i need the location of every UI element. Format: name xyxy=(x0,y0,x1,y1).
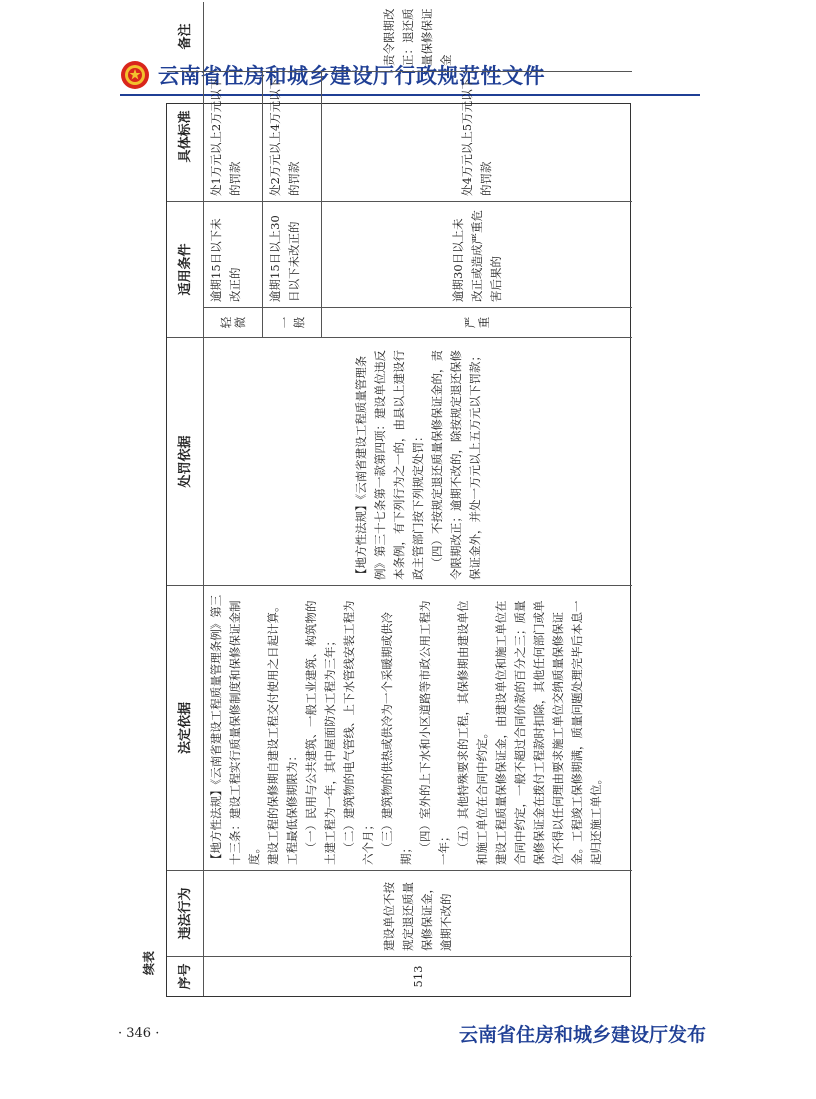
col-header-standard: 具体标准 xyxy=(167,71,204,201)
row-penalty-basis xyxy=(204,337,632,585)
level-severe: 严重 xyxy=(322,307,632,337)
col-header-remark: 备注 xyxy=(167,2,204,71)
row-legal-basis xyxy=(204,585,632,870)
col-header-conditions: 适用条件 xyxy=(167,201,204,337)
legal-basis-para: （三）建筑物的供热或供冷为一个采暖期或供冷期； xyxy=(380,612,413,865)
col-header-seq: 序号 xyxy=(167,956,204,996)
publisher: 云南省住房和城乡建设厅发布 xyxy=(458,1024,706,1046)
legal-basis-para: 建设工程的保修期自建设工程交付使用之日起计算。 xyxy=(266,600,280,865)
continued-label: 续表 xyxy=(142,950,156,975)
col-header-act: 违法行为 xyxy=(167,870,204,956)
national-emblem-icon xyxy=(120,60,150,90)
row-seq: 513 xyxy=(204,956,632,996)
col-header-penalty-basis: 处罚依据 xyxy=(167,337,204,585)
continued-label-wrap xyxy=(140,945,158,975)
condition-general: 逾期15日以上30日以下未改正的 xyxy=(263,201,322,307)
legal-basis-para: （二）建筑物的电气管线、上下水管线安装工程为六个月； xyxy=(342,600,375,865)
legal-basis-para: （五）其他特殊要求的工程，其保修期由建设单位和施工单位在合同中约定。 xyxy=(456,600,489,865)
standard-general: 处2万元以上4万元以下的罚款 xyxy=(263,71,322,201)
penalty-basis-para: 【地方性法规】《云南省建设工程质量管理条例》第三十七条第一款第四项：建设单位违反本条例，有下列行为之一的，由县以上建设行政主管部门按下列规定处罚： xyxy=(353,350,425,580)
row-remark xyxy=(204,2,632,71)
legal-basis-para: 工程最低保修期限为： xyxy=(285,750,299,865)
row-violation-text: 建设单位不按规定退还质量保修保证金，逾期不改的 xyxy=(382,882,453,951)
standard-minor: 处1万元以上2万元以下的罚款 xyxy=(204,71,263,201)
level-minor: 轻微 xyxy=(204,307,263,337)
col-header-legal-basis: 法定依据 xyxy=(167,585,204,870)
row-remark-text: 责令限期改正：退还质量保修保证金 xyxy=(382,8,453,66)
standard-severe-text: 处4万元以上5万元以下的罚款 xyxy=(460,77,493,196)
legal-basis-para: 建设工程质量保修保证金，由建设单位和施工单位在合同中约定，一般不超过合同价款的百分之三；质量保修保证金在拨付工程款时扣除，其他任何部门或单位不得以任何理由要求施工单位交纳质量保修保证金。工程竣工保修期满，质量问题处理完毕后本息一起归还施工单位。 xyxy=(494,600,603,865)
condition-severe xyxy=(322,201,632,307)
condition-minor: 逾期15日以下未改正的 xyxy=(204,201,263,307)
page-number: · 346 · xyxy=(118,1026,160,1041)
legal-basis-para: （四）室外的上下水和小区道路等市政公用工程为一年； xyxy=(418,600,451,865)
legal-basis-para: 【地方性法规】《云南省建设工程质量管理条例》第三十三条：建设工程实行质量保修制度和保修保证金制度。 xyxy=(209,594,261,865)
penalty-basis-para: （四）不按规定退还质量保修保证金的，责令限期改正；逾期不改的，除按规定退还保修保证金外，并处一万元以上五万元以下罚款； xyxy=(429,350,482,580)
condition-severe-text: 逾期30日以上未改正或造成严重危害后果的 xyxy=(450,210,503,302)
header-title: 云南省住房和城乡建设厅行政规范性文件 xyxy=(158,64,545,88)
legal-basis-para: （一）民用与公共建筑、一般工业建筑、构筑物的土建工程为一年，其中屋面防水工程为三年； xyxy=(304,600,337,865)
standard-severe xyxy=(322,71,632,201)
row-violation xyxy=(204,870,632,956)
level-general: 一般 xyxy=(263,307,322,337)
